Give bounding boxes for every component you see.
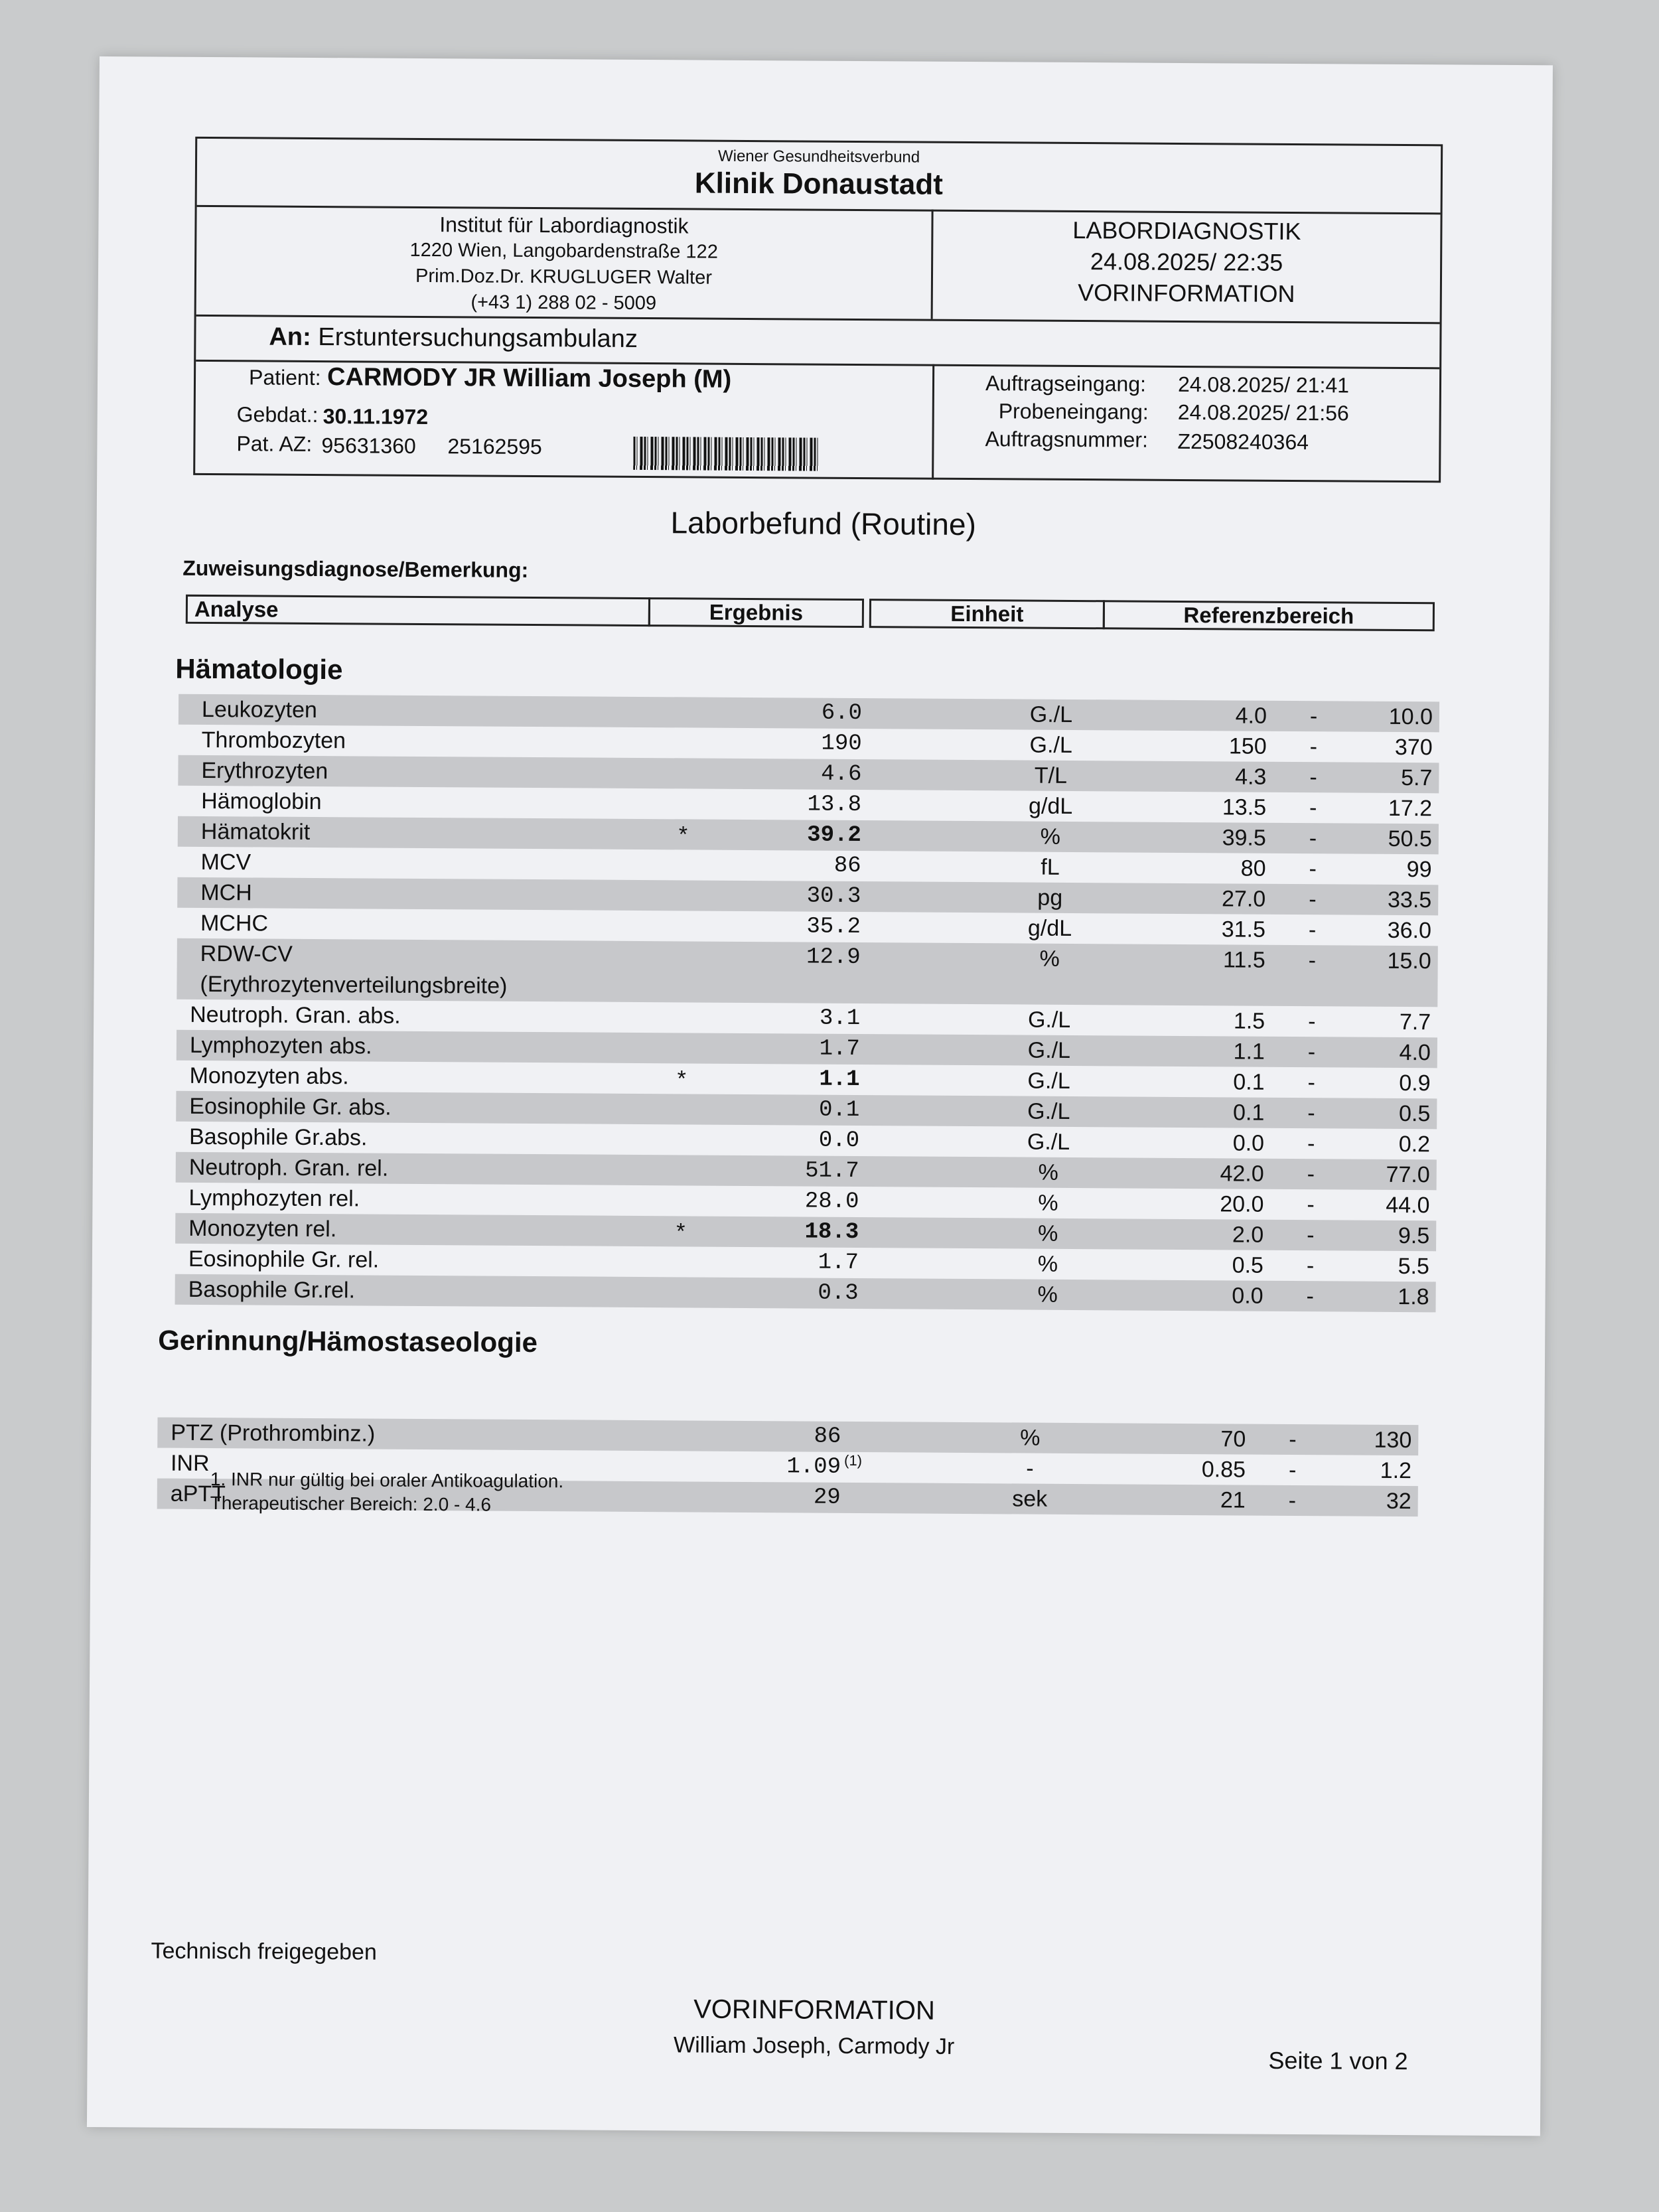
reference-dash: - [1309, 734, 1318, 760]
reference-high: 4.0 [1399, 1039, 1431, 1066]
result-value: 13.8 [807, 792, 862, 818]
reference-dash: - [1308, 1009, 1316, 1035]
reference-low: 70 [1220, 1426, 1246, 1452]
reference-low: 80 [1240, 855, 1266, 881]
result-unit: G./L [1027, 1068, 1070, 1094]
reference-dash: - [1307, 1039, 1316, 1065]
col-referenz: Referenzbereich [1103, 600, 1435, 631]
result-value: 0.3 [818, 1280, 859, 1307]
analyte-name: Hämoglobin [201, 788, 322, 815]
result-unit: G./L [1029, 732, 1072, 758]
reference-low: 0.0 [1232, 1283, 1263, 1309]
result-value: 29 [813, 1485, 841, 1511]
analyte-name: Eosinophile Gr. rel. [188, 1246, 380, 1273]
analyte-name: Lymphozyten rel. [188, 1185, 360, 1212]
report-header [193, 137, 1443, 482]
result-unit: % [1020, 1425, 1041, 1451]
result-unit: g/dL [1027, 915, 1072, 941]
result-value: 39.2 [807, 822, 861, 849]
reference-dash: - [1306, 1253, 1315, 1279]
result-value: 0.0 [818, 1128, 860, 1154]
reference-high: 99 [1406, 857, 1432, 883]
result-unit: - [1026, 1455, 1034, 1481]
result-unit: % [1037, 1251, 1058, 1277]
reference-low: 20.0 [1220, 1191, 1264, 1217]
result-unit: fL [1041, 854, 1060, 880]
lab-report-page [87, 56, 1553, 2136]
analyte-name: Basophile Gr.rel. [188, 1276, 356, 1303]
col-analyse: Analyse [186, 595, 650, 627]
patient-label: Patient: [248, 365, 321, 390]
result-value: 12.9 [806, 944, 861, 971]
institut-head: Prim.Doz.Dr. KRUGLUGER Walter [415, 265, 713, 289]
result-value: 190 [821, 731, 862, 757]
probeneingang-label: Probeneingang: [998, 399, 1149, 424]
klinik-name: Klinik Donaustadt [694, 167, 944, 201]
auftragsnummer-label: Auftragsnummer: [985, 427, 1149, 452]
reference-high: 370 [1394, 734, 1433, 761]
reference-high: 17.2 [1388, 795, 1433, 822]
analyte-name: MCHC [200, 910, 269, 936]
reference-high: 7.7 [1399, 1009, 1431, 1035]
result-value: 3.1 [819, 1005, 861, 1032]
reference-dash: - [1306, 1284, 1315, 1309]
lab-title: LABORDIAGNOSTIK [1072, 216, 1301, 246]
pataz-label: Pat. AZ: [236, 431, 313, 456]
reference-high: 5.7 [1401, 765, 1433, 791]
result-value: 30.3 [806, 883, 861, 910]
analyte-name: PTZ (Prothrombinz.) [171, 1420, 376, 1447]
reference-low: 39.5 [1222, 825, 1266, 851]
reference-high: 44.0 [1386, 1192, 1430, 1218]
reference-low: 42.0 [1220, 1161, 1264, 1187]
footnote [210, 1467, 564, 1517]
abnormal-flag: * [676, 1218, 685, 1244]
reference-low: 13.5 [1222, 794, 1267, 820]
result-unit: % [1038, 1159, 1058, 1185]
footer-vorinformation: VORINFORMATION [693, 1994, 936, 2026]
result-value: 18.3 [804, 1219, 859, 1246]
reference-high: 77.0 [1386, 1161, 1430, 1188]
reference-low: 11.5 [1222, 947, 1265, 973]
result-unit: g/dL [1028, 793, 1073, 819]
result-unit: T/L [1034, 763, 1068, 788]
auftragseingang-label: Auftragseingang: [985, 371, 1147, 396]
reference-dash: - [1309, 887, 1317, 913]
result-unit: % [1037, 1282, 1058, 1307]
reference-low: 150 [1228, 733, 1267, 759]
analyte-name: Eosinophile Gr. abs. [189, 1093, 392, 1120]
analyte-name: Thrombozyten [201, 727, 346, 754]
reference-low: 31.5 [1221, 917, 1266, 942]
analyte-name: INR [170, 1450, 210, 1477]
result-value: 1.09 [786, 1454, 841, 1480]
reference-high: 9.5 [1398, 1222, 1430, 1249]
pataz-value: 95631360 [321, 433, 416, 458]
reference-dash: - [1309, 765, 1317, 790]
reference-dash: - [1307, 1222, 1315, 1248]
analyte-name-detail: (Erythrozytenverteilungsbreite) [200, 971, 508, 999]
auftragseingang-value: 24.08.2025/ 21:41 [1177, 372, 1350, 398]
reference-high: 0.2 [1398, 1131, 1431, 1157]
footnote-ref: (1) [844, 1451, 863, 1469]
result-value: 35.2 [806, 914, 861, 940]
footnote-line-1: 1. INR nur gültig bei oraler Antikoagulation. [210, 1469, 564, 1492]
analyte-name: RDW-CV [200, 940, 293, 967]
result-unit: G./L [1027, 1098, 1070, 1124]
reference-low: 27.0 [1221, 886, 1266, 912]
reference-high: 15.0 [1387, 948, 1431, 974]
reference-dash: - [1307, 1161, 1315, 1187]
reference-low: 0.85 [1201, 1457, 1246, 1483]
col-ergebnis: Ergebnis [648, 597, 864, 628]
result-unit: G./L [1027, 1007, 1071, 1033]
reference-low: 0.0 [1232, 1130, 1265, 1156]
institut-phone: (+43 1) 288 02 - 5009 [470, 291, 657, 315]
patient-block [195, 360, 934, 480]
result-unit: G./L [1027, 1129, 1070, 1155]
reference-high: 33.5 [1387, 887, 1432, 913]
an-label: An: [269, 323, 311, 351]
reference-high: 1.8 [1398, 1284, 1429, 1310]
analyte-name: Neutroph. Gran. abs. [190, 1001, 401, 1029]
reference-dash: - [1289, 1426, 1297, 1453]
probeneingang-value: 24.08.2025/ 21:56 [1177, 400, 1349, 425]
result-unit: % [1037, 1220, 1058, 1246]
reference-high: 1.2 [1380, 1457, 1412, 1484]
freigabe-label: Technisch freigegeben [151, 1938, 377, 1965]
reference-high: 0.5 [1398, 1100, 1431, 1127]
gebdat-value: 30.11.1972 [323, 404, 429, 429]
result-value: 1.1 [819, 1067, 860, 1093]
analyte-name: Neutroph. Gran. rel. [188, 1154, 389, 1181]
reference-dash: - [1308, 948, 1317, 974]
reference-dash: - [1308, 917, 1317, 943]
analyte-name: Lymphozyten abs. [189, 1032, 372, 1059]
reference-low: 4.0 [1235, 703, 1267, 729]
result-unit: G./L [1027, 1037, 1071, 1063]
reference-dash: - [1309, 795, 1317, 821]
section-title-gerinnung: Gerinnung/Hämostaseologie [158, 1324, 538, 1359]
reference-high: 0.9 [1399, 1070, 1431, 1096]
page-number: Seite 1 von 2 [1268, 2046, 1408, 2075]
reference-high: 50.5 [1388, 826, 1432, 852]
result-value: 1.7 [818, 1250, 859, 1276]
reference-dash: - [1309, 856, 1317, 882]
reference-dash: - [1307, 1070, 1316, 1096]
analyte-name: MCH [200, 879, 252, 906]
lab-info-block [933, 210, 1441, 323]
result-unit: % [1038, 1190, 1058, 1216]
analyte-name: aPTT [170, 1481, 226, 1507]
result-row [177, 938, 1438, 1007]
reference-high: 130 [1374, 1427, 1412, 1453]
result-unit: % [1039, 946, 1060, 972]
barcode [633, 437, 819, 471]
reference-dash: - [1307, 1131, 1315, 1157]
analyte-name: MCV [200, 849, 252, 875]
reference-low: 0.1 [1232, 1100, 1265, 1126]
reference-high: 32 [1386, 1488, 1411, 1514]
analyte-name: Monozyten rel. [188, 1215, 337, 1242]
reference-low: 4.3 [1235, 764, 1267, 790]
reference-low: 1.1 [1233, 1039, 1265, 1065]
abnormal-flag: * [678, 822, 688, 848]
result-unit: pg [1037, 885, 1063, 911]
result-value: 4.6 [821, 761, 862, 788]
pataz-value-2: 25162595 [447, 434, 542, 459]
result-value: 6.0 [821, 700, 863, 727]
footnote-line-2: Therapeutischer Bereich: 2.0 - 4.6 [210, 1493, 492, 1515]
patient-name: CARMODY JR William Joseph (M) [326, 363, 732, 394]
reference-dash: - [1309, 703, 1318, 729]
analyte-name: Hämatokrit [200, 818, 311, 845]
lab-status: VORINFORMATION [1078, 279, 1295, 308]
zuweisung-label: Zuweisungsdiagnose/Bemerkung: [182, 555, 529, 582]
reference-high: 36.0 [1387, 917, 1432, 944]
reference-dash: - [1288, 1487, 1297, 1514]
result-value: 86 [814, 1424, 841, 1449]
auftragsnummer-value: Z2508240364 [1177, 429, 1309, 455]
reference-low: 0.5 [1232, 1252, 1264, 1278]
analyte-name: Basophile Gr.abs. [188, 1124, 368, 1151]
institut-name: Institut für Labordiagnostik [439, 212, 689, 238]
result-value: 0.1 [818, 1097, 860, 1124]
result-unit: sek [1012, 1486, 1048, 1512]
report-title: Laborbefund (Routine) [670, 505, 977, 542]
result-value: 51.7 [805, 1158, 859, 1185]
result-value: 86 [833, 853, 861, 879]
result-unit: G./L [1029, 701, 1073, 727]
verband-name: Wiener Gesundheitsverbund [717, 147, 920, 167]
lab-datetime: 24.08.2025/ 22:35 [1090, 248, 1283, 276]
reference-low: 2.0 [1232, 1222, 1264, 1248]
analyte-name: Monozyten abs. [189, 1063, 349, 1090]
result-unit: % [1040, 824, 1061, 849]
reference-high: 5.5 [1398, 1253, 1430, 1280]
reference-low: 21 [1220, 1487, 1246, 1513]
an-value: Erstuntersuchungsambulanz [318, 323, 638, 353]
reference-low: 1.5 [1233, 1008, 1265, 1034]
reference-low: 0.1 [1233, 1069, 1265, 1095]
result-value: 28.0 [804, 1189, 859, 1215]
analyte-name: Erythrozyten [201, 757, 328, 784]
reference-dash: - [1307, 1100, 1315, 1126]
result-value: 1.7 [819, 1036, 860, 1063]
footer-patient-name: William Joseph, Carmody Jr [673, 2032, 955, 2059]
institut-address: 1220 Wien, Langobardenstraße 122 [409, 239, 718, 263]
order-block [932, 364, 1439, 483]
analyte-name: Leukozyten [201, 696, 318, 723]
reference-dash: - [1307, 1192, 1315, 1218]
institut-block [196, 205, 934, 319]
section-title-haematologie: Hämatologie [175, 652, 343, 686]
reference-dash: - [1309, 826, 1317, 851]
gebdat-label: Gebdat.: [236, 402, 319, 427]
abnormal-flag: * [677, 1066, 686, 1092]
reference-dash: - [1288, 1457, 1297, 1483]
col-einheit: Einheit [869, 599, 1105, 629]
column-header [186, 595, 1440, 634]
reference-high: 10.0 [1388, 703, 1433, 730]
